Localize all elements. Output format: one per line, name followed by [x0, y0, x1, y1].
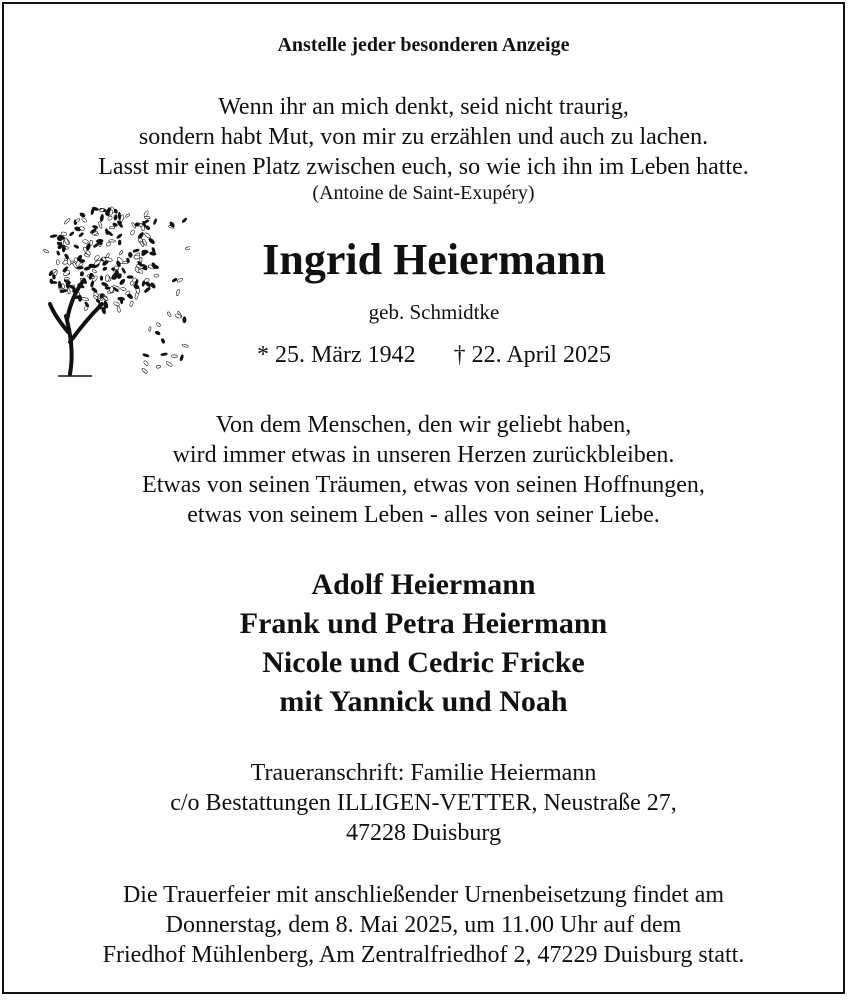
death-date: † 22. April 2025: [453, 342, 611, 368]
deceased-name: Ingrid Heiermann: [262, 235, 606, 284]
memorial-quote: [4, 410, 843, 530]
service-line: Donnerstag, dem 8. Mai 2025, um 11.00 Uhr auf dem: [165, 912, 682, 938]
obituary-notice: [2, 2, 845, 994]
mourner-line: Nicole und Cedric Fricke: [262, 646, 585, 679]
address-line: 47228 Duisburg: [346, 820, 501, 846]
quote-line: Etwas von seinen Träumen, etwas von seinen Hoffnungen,: [142, 472, 705, 498]
poem: [4, 92, 843, 182]
service-line: Die Trauerfeier mit anschließender Urnenbeisetzung findet am: [122, 882, 725, 908]
address-line: Traueranschrift: Familie Heiermann: [250, 760, 597, 786]
mourner-line: mit Yannick und Noah: [279, 685, 568, 718]
address-line: c/o Bestattungen ILLIGEN-VETTER, Neustraße 27,: [170, 790, 677, 816]
life-dates: [229, 342, 639, 369]
mourner-line: Frank und Petra Heiermann: [239, 607, 608, 640]
mourner-line: Adolf Heiermann: [311, 568, 536, 601]
poem-line: Lasst mir einen Platz zwischen euch, so wie ich ihn im Leben hatte.: [98, 154, 749, 180]
birth-date: * 25. März 1942: [257, 342, 416, 368]
service-line: Friedhof Mühlenberg, Am Zentralfriedhof 2, 47229 Duisburg statt.: [102, 942, 745, 968]
tree-with-falling-leaves-icon: [40, 192, 190, 382]
poem-line: Wenn ihr an mich denkt, seid nicht traurig,: [218, 94, 629, 120]
poem-author: (Antoine de Saint-Exupéry): [312, 182, 535, 204]
mourning-address: [4, 758, 843, 848]
mourners-list: [4, 565, 843, 721]
funeral-service-info: [4, 880, 843, 970]
quote-line: etwas von seinem Leben - alles von seiner Liebe.: [187, 502, 660, 528]
poem-line: sondern habt Mut, von mir zu erzählen und auch zu lachen.: [138, 124, 709, 150]
quote-line: wird immer etwas in unseren Herzen zurückbleiben.: [172, 442, 675, 468]
birth-name: geb. Schmidtke: [368, 300, 500, 324]
quote-line: Von dem Menschen, den wir geliebt haben,: [215, 412, 632, 438]
notice-header: Anstelle jeder besonderen Anzeige: [277, 34, 570, 56]
